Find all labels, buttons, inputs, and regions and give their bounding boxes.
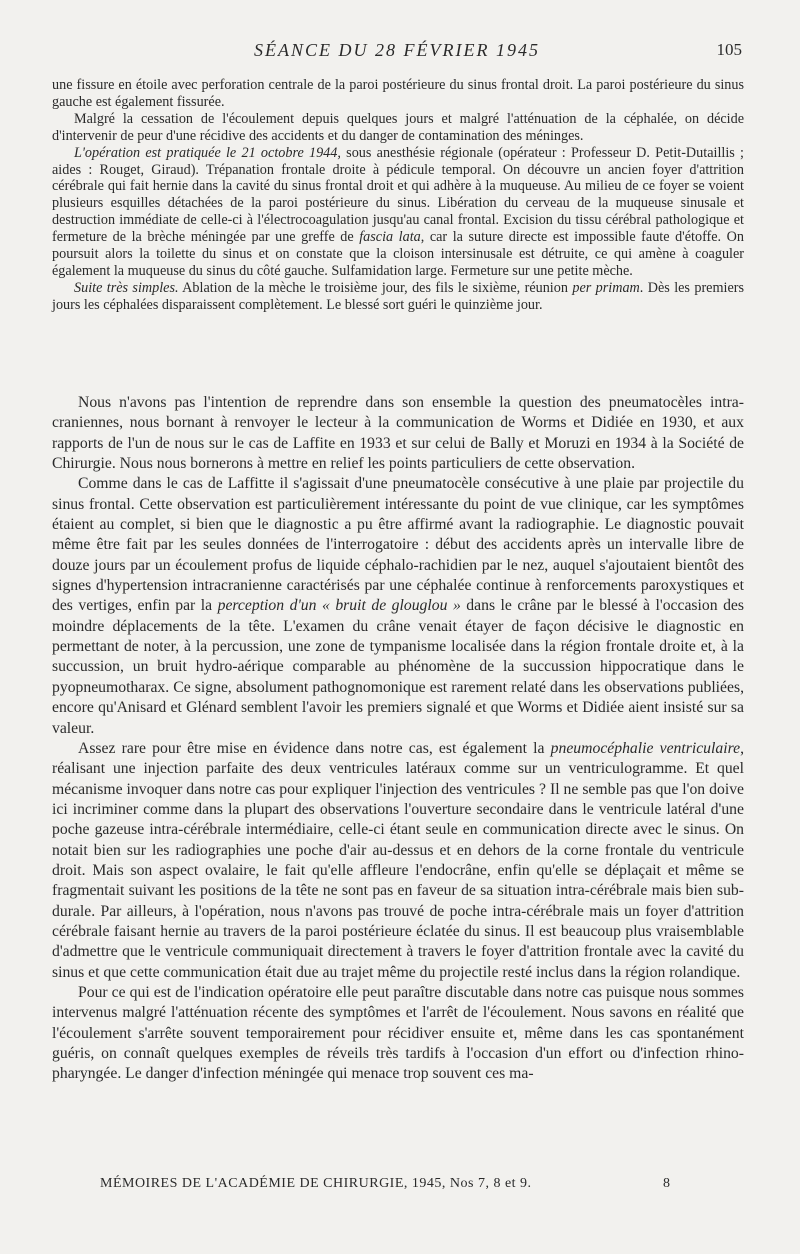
operation-date-lead: L'opération est pratiquée le 21 octobre 1944, [74,144,341,161]
running-header [52,40,742,64]
case-paragraph-1: une fissure en étoile avec perforation centrale de la paroi postérieure du sinus frontal droit. La paroi postérieure du sinus gauche est également fissurée. [52,77,744,110]
case-paragraph-3 [52,145,744,280]
case-paragraph-4 [52,280,744,314]
discussion-paragraph-2 [52,474,744,738]
clinical-text-tail: dans le crâne par le blessé à l'occasion des moindre déplacements de la tête. L'examen du crâne venait étayer de façon décisive le diagnostic en permettant de noter, à la percussion, une zone de tympanisme localisée dans la région frontale droite et, à la succussion, un bruit hydro-aérique comparable au phénomène de la succussion hippocratique dans le pyopneumotharax. Ce signe, absolument pathognomonique est rarement relaté dans les observations publiées, encore qu'Anisard et Glénard semblent l'avoir les premiers signalé et que Worms et Didiée aient insisté sur sa valeur. [52,597,744,737]
page-number: 105 [716,40,742,59]
followup-text: Ablation de la mèche le troisième jour, des fils le sixième, réunion [178,279,573,296]
signature-mark: 8 [663,1176,670,1191]
page-footer [100,1176,670,1196]
followup-tail: . Dès les premiers jours les céphalées disparaissent complètement. Le blessé sort guéri le quinzième jour. [52,279,744,313]
ventricular-text: Assez rare pour être mise en évidence dans notre cas, est également la [78,739,551,757]
journal-citation: MÉMOIRES DE L'ACADÉMIE DE CHIRURGIE, 1945, Nos 7, 8 et 9. [100,1176,532,1191]
discussion-paragraph-1: Nous n'avons pas l'intention de reprendre dans son ensemble la question des pneumatocèles intra-craniennes, nous bornant à renvoyer le lecteur à la communication de Worms et Didiée en 1930, et aux rapports de l'un de nous sur le cas de Laffite en 1933 et sur celui de Bally et Moruzi en 1934 à la Société de Chirurgie. Nous nous bornerons à mettre en relief les points particuliers de cette observation. [52,394,744,473]
glouglou-term: perception d'un « bruit de glouglou » [217,597,461,615]
clinical-text: Comme dans le cas de Laffitte il s'agissait d'une pneumatocèle consécutive à une plaie par projectile du sinus frontal. Cette observation est particulièrement intéressante du point de vue clinique, car les symptômes étaient au complet, si bien que le diagnostic a pu être affirmé avant la radiographie. Le diagnostic pouvait même être fait par les seules données de l'interrogatoire : début des accidents après un intervalle libre de douze jours par un écoulement profus de liquide céphalo-rachidien par le nez, auquel s'ajoutaient bientôt des signes d'hypertension intracranienne caractérisés par une céphalée continue à renforcements paroxystiques et des vertiges, enfin par la [52,475,744,615]
operation-text-tail: , car la suture directe est impossible faute d'étoffe. On poursuit alors la toilette du sinus et on constate que la cloison intersinusale est détruite, ce qui amène à coaguler également la muqueuse du sinus du côté gauche. Sulfamidation large. Fermeture sur une petite mèche. [52,229,744,279]
followup-lead: Suite très simples. [74,279,179,296]
discussion-block [52,393,744,1085]
pneumocephalie-term: pneumocéphalie ventriculaire [550,739,741,757]
discussion-paragraph-3 [52,739,744,983]
case-report-block [52,77,744,314]
fascia-lata-term: fascia lata [359,229,421,246]
case-paragraph-2: Malgré la cessation de l'écoulement depuis quelques jours et malgré l'atténuation de la céphalée, on décide d'intervenir de peur d'une récidive des accidents et du danger de contamination des méninges. [52,110,744,144]
ventricular-text-tail: , réalisant une injection parfaite des deux ventricules latéraux comme sur un ventriculogramme. Et quel mécanisme invoquer dans notre cas pour expliquer l'injection des ventricules ? Il ne semble pas que l'on doive ici incriminer comme dans la plupart des observations l'ouverture secondaire dans le ventricule latéral d'une poche gazeuse intra-cérébrale intermédiaire, celle-ci étant seule en communication directe avec le sinus. On notait bien sur les radiographies une poche d'air au-dessus et en dehors de la corne frontale du ventricule droit. Mais son aspect ovalaire, le fait qu'elle affleure l'endocrâne, enfin qu'elle se déplaçait et même se fragmentait suivant les positions de la tête ne sont pas en faveur de sa situation intra-cérébrale mais bien sub-durale. Par ailleurs, à l'opération, nous n'avons pas trouvé de poche intra-cérébrale mais un foyer d'attrition cérébrale faisant hernie au travers de la paroi postérieure éclatée du sinus. Il est beaucoup plus vraisemblable d'admettre que le ventricule communiquait directement à travers le foyer d'attrition frontale avec la cavité du sinus et que cette communication était due au trajet même du projectile resté inclus dans la région rolandique. [52,739,744,981]
per-primam-term: per primam [572,279,640,296]
running-title: SÉANCE DU 28 FÉVRIER 1945 [254,40,540,60]
discussion-paragraph-4: Pour ce qui est de l'indication opératoire elle peut paraître discutable dans notre cas puisque nous sommes intervenus malgré l'atténuation récente des symptômes et l'arrêt de l'écoulement. Nous savons en réalité que l'écoulement s'arrête souvent temporairement pour récidiver ensuite et, même dans les cas spontanément guéris, on connaît quelques exemples de réveils très tardifs à l'occasion d'un effort ou d'infection rhino-pharyngée. Le danger d'infection méningée qui menace trop souvent ces ma- [52,983,744,1083]
operation-text: sous anesthésie régionale (opérateur : Professeur D. Petit-Dutaillis ; aides : Rouget, Giraud). Trépanation frontale droite à pédicule temporal. On découvre un ancien foyer d'attrition cérébrale qui fait hernie dans la cavité du sinus frontal droit et qui adhère à la muqueuse. Au milieu de ce foyer se voient plusieurs esquilles détachées de la paroi postérieure du sinus. Libération du cerveau de la muqueuse sinusale et destruction immédiate de celle-ci à l'électrocoagulation jusqu'au canal frontal. Excision du tissu cérébral pathologique et fermeture de la brèche méningée par une greffe de [52,144,744,246]
